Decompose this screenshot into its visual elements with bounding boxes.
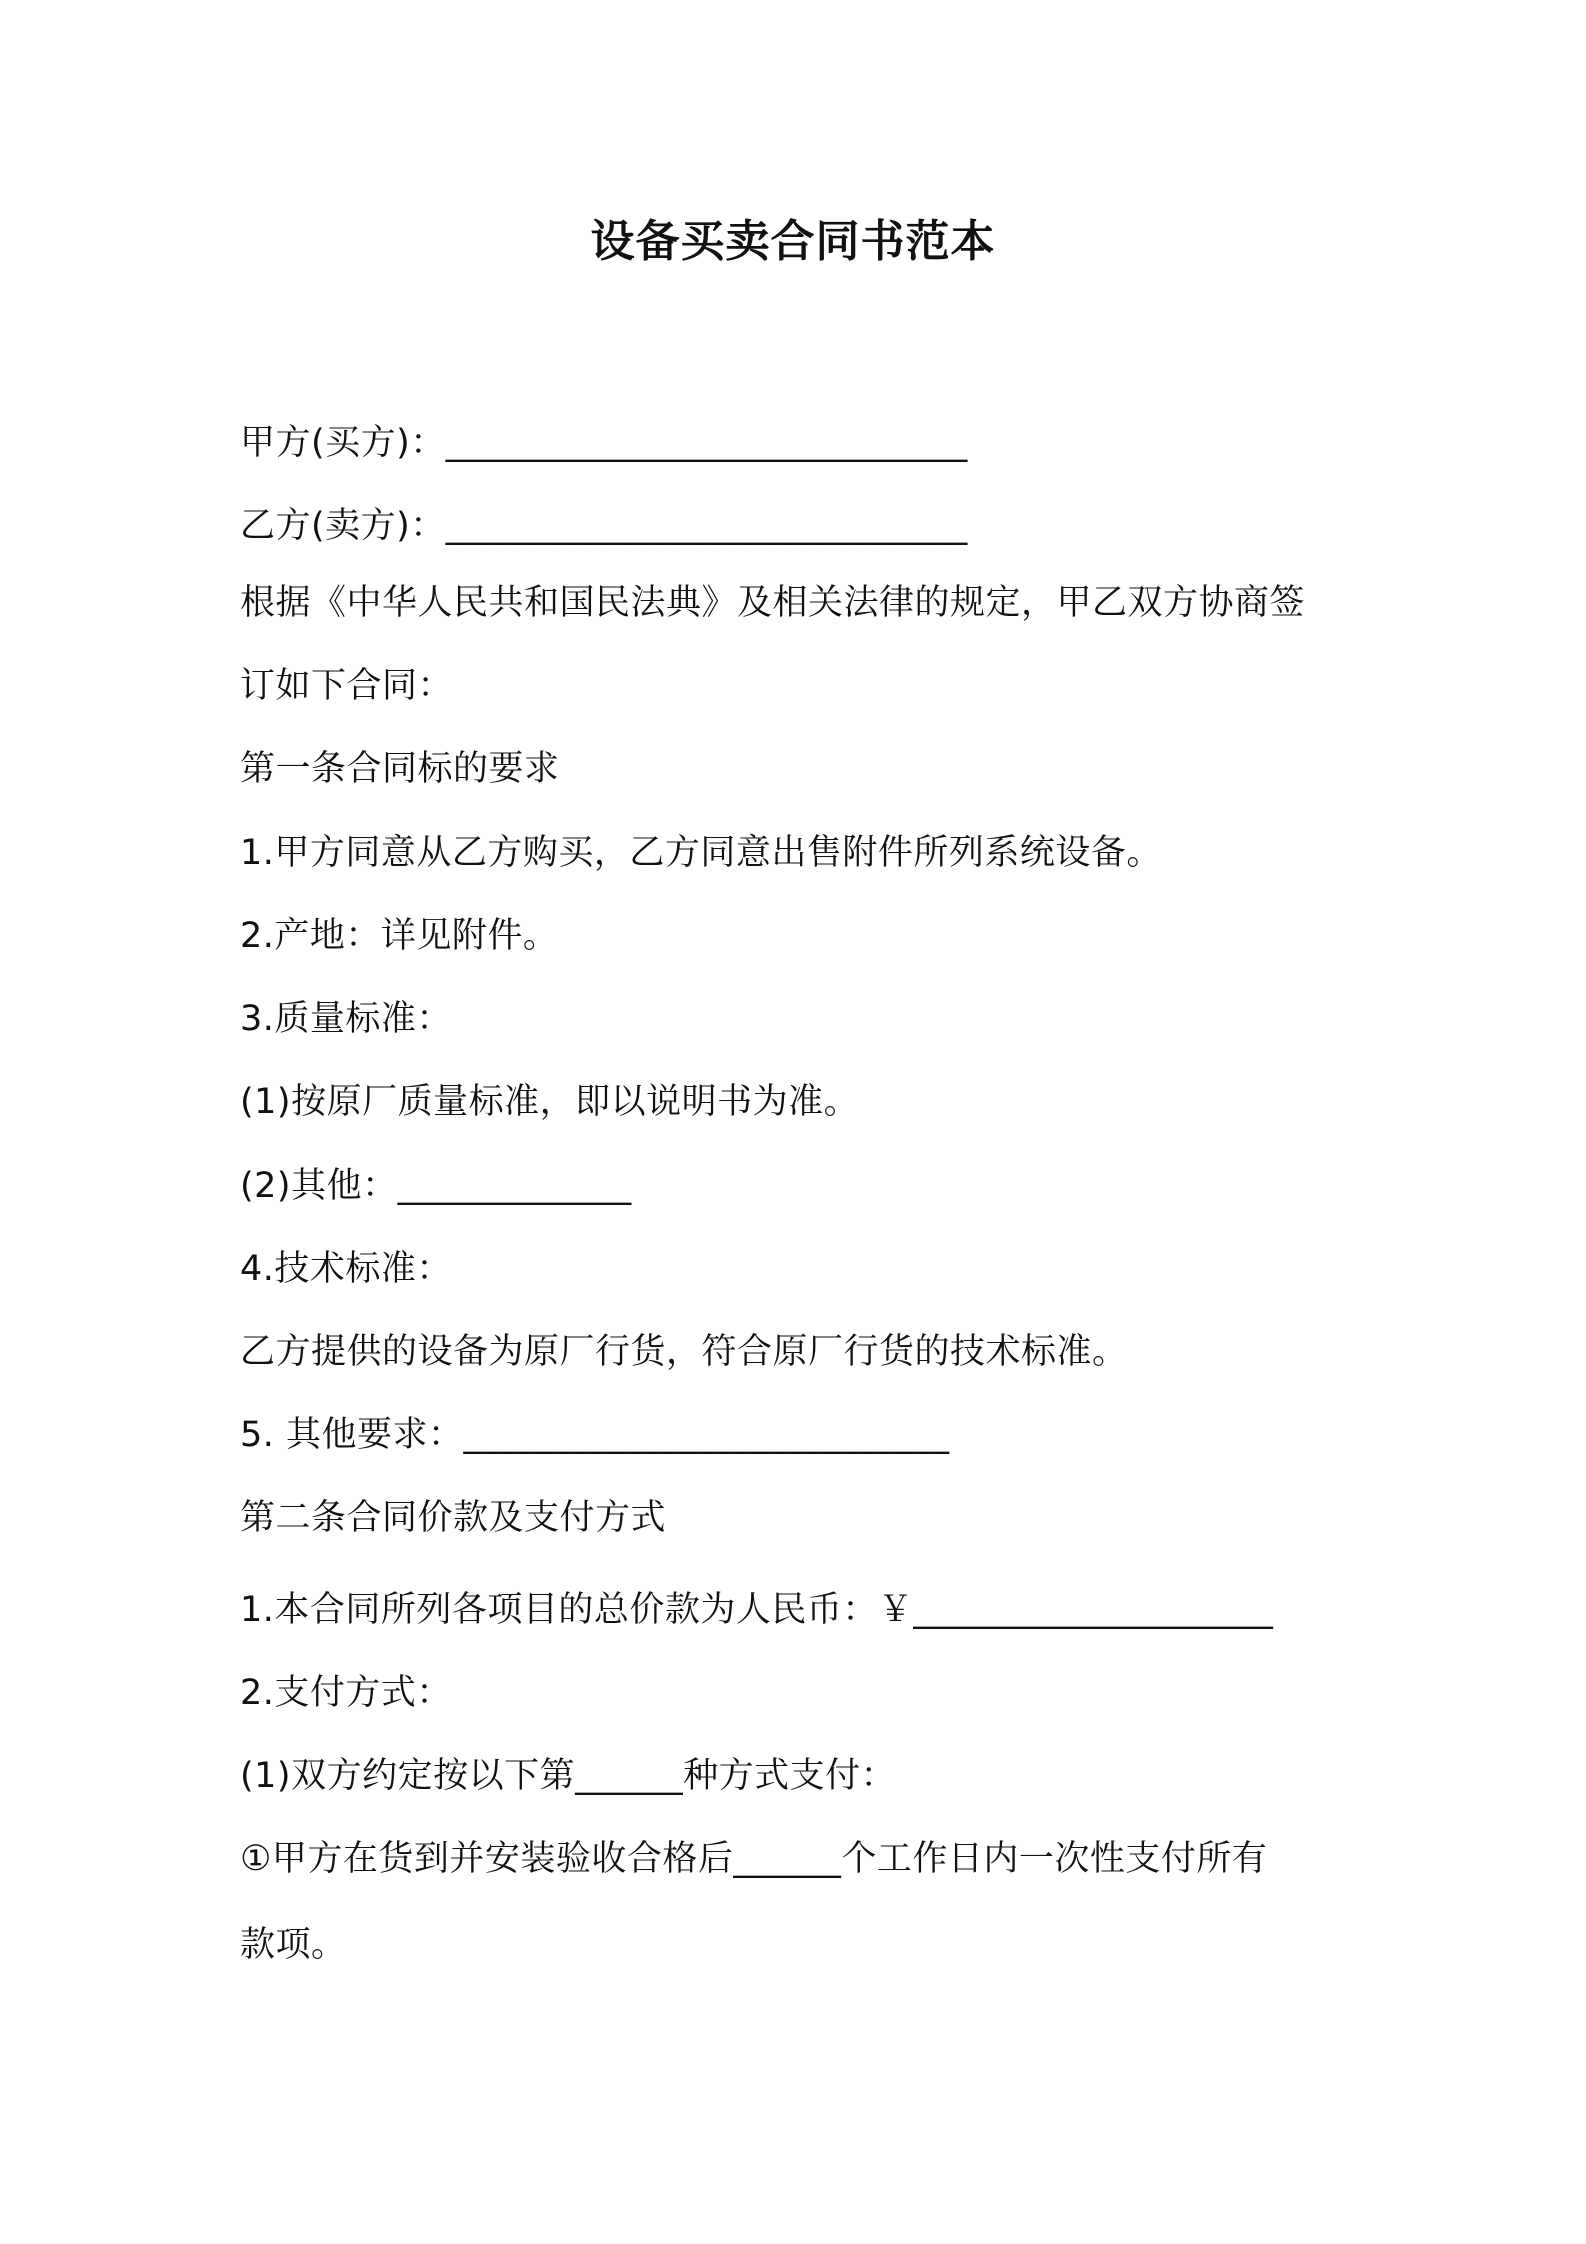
article-1-heading: 第一条合同标的要求: [240, 749, 560, 789]
preamble-line-1: 根据《中华人民共和国民法典》及相关法律的规定，甲乙双方协商签: [240, 583, 1306, 623]
article-2-item-2-sub-1: (1)双方约定按以下第______种方式支付：: [240, 1756, 897, 1796]
article-1-item-3-sub-2: (2)其他：_____________: [240, 1166, 632, 1206]
article-2-item-2: 2.支付方式：: [240, 1673, 452, 1713]
preamble-line-2: 订如下合同：: [240, 666, 454, 706]
article-2-heading: 第二条合同价款及支付方式: [240, 1498, 667, 1538]
party-a-line: 甲方(买方)：_____________________________: [240, 423, 968, 463]
article-2-option-1-line-2: 款项。: [240, 1925, 347, 1965]
article-1-item-2: 2.产地：详见附件。: [240, 916, 559, 956]
article-1-item-4-text: 乙方提供的设备为原厂行货，符合原厂行货的技术标准。: [240, 1332, 1128, 1372]
article-1-item-3-sub-1: (1)按原厂质量标准，即以说明书为准。: [240, 1082, 860, 1122]
article-1-item-5: 5. 其他要求：___________________________: [240, 1415, 950, 1455]
document-title: 设备买卖合同书范本: [590, 216, 996, 267]
party-b-line: 乙方(卖方)：_____________________________: [240, 506, 968, 546]
article-2-option-1-line-1: ①甲方在货到并安装验收合格后______个工作日内一次性支付所有: [240, 1839, 1268, 1879]
article-1-item-3: 3.质量标准：: [240, 999, 452, 1039]
article-2-item-1: 1.本合同所列各项目的总价款为人民币：￥____________________: [240, 1590, 1274, 1630]
article-1-item-4: 4.技术标准：: [240, 1249, 452, 1289]
article-1-item-1: 1.甲方同意从乙方购买，乙方同意出售附件所列系统设备。: [240, 833, 1162, 873]
